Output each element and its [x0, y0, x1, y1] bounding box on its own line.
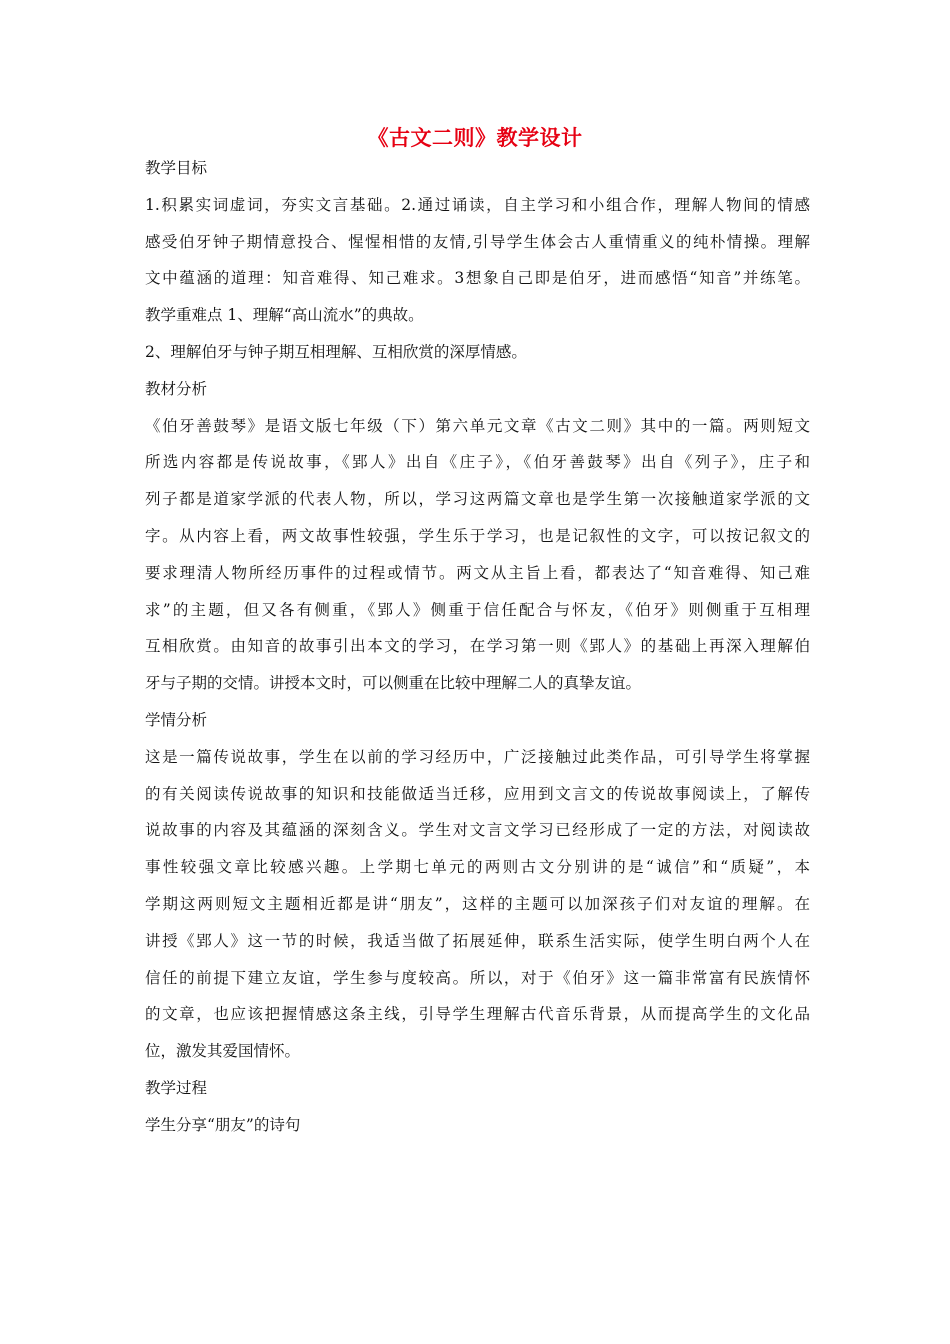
- text-line: 列子都是道家学派的代表人物，所以，学习这两篇文章也是学生第一次接触道家学派的文: [145, 490, 810, 509]
- text-line: 求”的主题，但又各有侧重，《郢人》侧重于信任配合与怀友，《伯牙》则侧重于互相理: [145, 600, 810, 619]
- text-line: 教材分析: [145, 379, 208, 398]
- text-line: 学情分析: [145, 710, 208, 729]
- text-line: 位，激发其爱国情怀。: [145, 1042, 301, 1061]
- text-line: 事性较强文章比较感兴趣。上学期七单元的两则古文分别讲的是“诚信”和“质疑”，本: [145, 858, 810, 877]
- document-body: [145, 150, 810, 1144]
- text-line: 1.积累实词虚词，夯实文言基础。2.通过诵读，自主学习和小组合作，理解人物间的情感: [145, 195, 810, 214]
- text-line: 要求理清人物所经历事件的过程或情节。两文从主旨上看，都表达了“知音难得、知己难: [145, 563, 810, 582]
- text-line: 2、理解伯牙与钟子期互相理解、互相欣赏的深厚情感。: [145, 342, 527, 361]
- text-line: 互相欣赏。由知音的故事引出本文的学习，在学习第一则《郢人》的基础上再深入理解伯: [145, 637, 810, 656]
- text-line: 教学重难点 1、理解“高山流水”的典故。: [145, 306, 424, 325]
- text-line: 所选内容都是传说故事，《郢人》出自《庄子》，《伯牙善鼓琴》出自《列子》，庄子和: [145, 453, 810, 472]
- text-line: 学生分享“朋友”的诗句: [145, 1115, 301, 1134]
- text-line: 这是一篇传说故事，学生在以前的学习经历中，广泛接触过此类作品，可引导学生将掌握: [145, 747, 810, 766]
- text-line: 信任的前提下建立友谊，学生参与度较高。所以，对于《伯牙》这一篇非常富有民族情怀: [145, 968, 810, 987]
- text-line: 讲授《郢人》这一节的时候，我适当做了拓展延伸，联系生活实际，使学生明白两个人在: [145, 931, 810, 950]
- text-line: 字。从内容上看，两文故事性较强，学生乐于学习，也是记叙性的文字，可以按记叙文的: [145, 526, 810, 545]
- text-line: 教学过程: [145, 1078, 208, 1097]
- text-line: 牙与子期的交情。讲授本文时，可以侧重在比较中理解二人的真挚友谊。: [145, 674, 642, 693]
- text-line: 的有关阅读传说故事的知识和技能做适当迁移，应用到文言文的传说故事阅读上，了解传: [145, 784, 810, 803]
- text-line: 说故事的内容及其蕴涵的深刻含义。学生对文言文学习已经形成了一定的方法，对阅读故: [145, 821, 810, 840]
- text-line: 文中蕴涵的道理：知音难得、知己难求。3想象自己即是伯牙，进而感悟“知音”并练笔。: [145, 269, 810, 288]
- text-line: 的文章，也应该把握情感这条主线，引导学生理解古代音乐背景，从而提高学生的文化品: [145, 1005, 810, 1024]
- text-line: 感受伯牙钟子期情意投合、惺惺相惜的友情,引导学生体会古人重情重义的纯朴情操。理解: [145, 232, 810, 251]
- text-line: 学期这两则短文主题相近都是讲“朋友”，这样的主题可以加深孩子们对友谊的理解。在: [145, 894, 810, 913]
- document-title: 《古文二则》教学设计: [367, 126, 583, 150]
- text-line: 《伯牙善鼓琴》是语文版七年级（下）第六单元文章《古文二则》其中的一篇。两则短文: [145, 416, 810, 435]
- text-line: 教学目标: [145, 159, 208, 177]
